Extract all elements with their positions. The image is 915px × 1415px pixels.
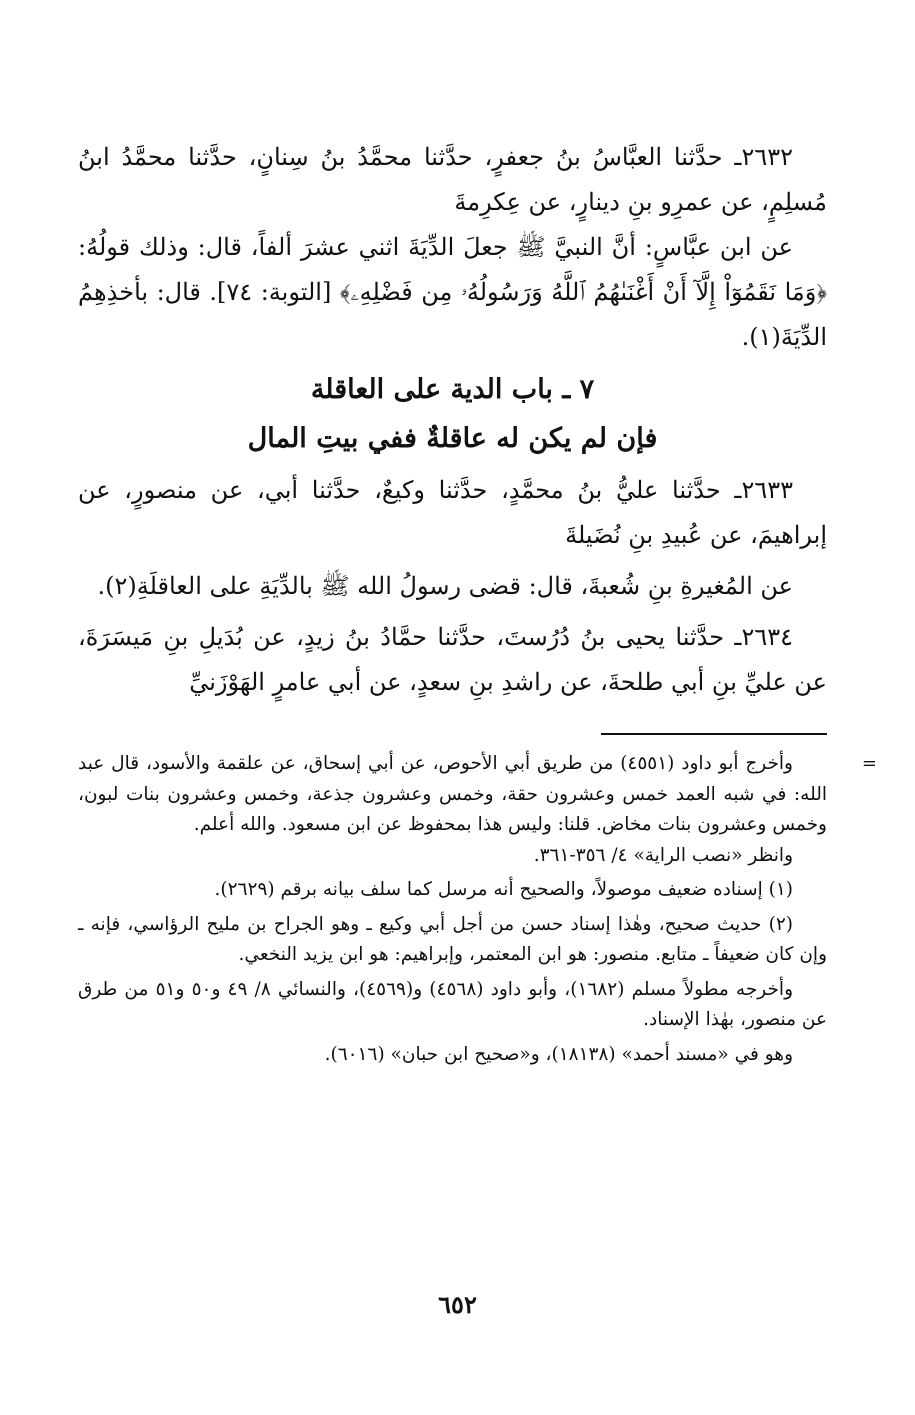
chapter-subtitle: فإن لم يكن له عاقلةٌ ففي بيتِ المال xyxy=(247,423,658,454)
main-text xyxy=(78,135,827,705)
footnote-2-sources: وأخرجه مطولاً مسلم (١٦٨٢)، وأبو داود (٤٥٦٨) و(٤٥٦٩)، والنسائي ٨/ ٤٩ و٥٠ و٥١ من طرق عن منصور، بهٰذا الإسناد. xyxy=(78,978,827,1030)
page-number: ٦٥٢ xyxy=(438,1290,477,1319)
hadith-2632-isnad: ٢٦٣٢ـ حدَّثنا العبَّاسُ بنُ جعفرٍ، حدَّثنا محمَّدُ بنُ سِنانٍ، حدَّثنا محمَّدُ ابنُ مُسلِمٍ، عن عمرِو بنِ دينارٍ، عن عِكرِمةَ xyxy=(78,143,827,216)
footnotes xyxy=(78,749,877,1070)
footnote-2: (٢) حديث صحيح، وهٰذا إسناد حسن من أجل أبي وكيع ـ وهو الجراح بن مليح الرؤاسي، فإنه ـ وإن كان ضعيفاً ـ متابع. منصور: هو ابن المعتمر، وإبراهيم: هو ابن يزيد النخعي. xyxy=(78,913,827,965)
hadith-2633-text: عن المُغيرةِ بنِ شُعبةَ، قال: قضى رسولُ الله ﷺ بالدِّيَةِ على العاقلَةِ(٢). xyxy=(97,572,793,600)
footnote-see-also: وانظر «نصب الراية» ٤/ ٣٥٦-٣٦١. xyxy=(533,844,793,866)
footnote-1: (١) إسناده ضعيف موصولاً، والصحيح أنه مرسل كما سلف بيانه برقم (٢٦٢٩). xyxy=(214,879,793,900)
hadith-2633-isnad: ٢٦٣٣ـ حدَّثنا عليُّ بنُ محمَّدٍ، حدَّثنا وكيعٌ، حدَّثنا أبي، عن منصورٍ، عن إبراهيمَ، عن عُبيدِ بنِ نُضَيلةَ xyxy=(78,476,827,549)
footnote-continuation: وأخرج أبو داود (٤٥٥١) من طريق أبي الأحوص، عن أبي إسحاق، عن علقمة والأسود، قال عبد الله: في شبه العمد خمس وعشرون حقة، وخمس وعشرون جذعة، وخمس وعشرون بنات لبون، وخمس وعشرون بنات مخاض. قلنا: وليس هذا بمحفوظ عن ابن مسعود. والله أعلم. xyxy=(78,753,827,835)
footnote-2-references: وهو في «مسند أحمد» (١٨١٣٨)، و«صحيح ابن حبان» (٦٠١٦). xyxy=(324,1043,793,1065)
continuation-mark: = xyxy=(861,753,877,774)
hadith-2634-isnad: ٢٦٣٤ـ حدَّثنا يحيى بنُ دُرُستَ، حدَّثنا حمَّادُ بنُ زيدٍ، عن بُدَيلِ بنِ مَيسَرَةَ، عن عليِّ بنِ أبي طلحةَ، عن راشدِ بنِ سعدٍ، عن أبي عامرٍ الهَوْزَنيِّ xyxy=(78,623,827,696)
hadith-2632-text: عن ابن عبَّاسٍ: أنَّ النبيَّ ﷺ جعلَ الدِّيَةَ اثني عشرَ ألفاً، قال: وذلك قولُهُ: ﴿وَمَا نَقَمُوٓاْ إِلَّآ أَنْ أَغْنَىٰهُمُ ٱللَّهُ وَرَسُولُهُۥ مِن فَضْلِهِۦ﴾ [التوبة: ٧٤]. قال: بأخذِهِمُ الدِّيَةَ(١). xyxy=(78,233,827,351)
chapter-title: ٧ ـ باب الدية على العاقلة xyxy=(310,374,595,405)
footnote-separator xyxy=(601,733,827,735)
